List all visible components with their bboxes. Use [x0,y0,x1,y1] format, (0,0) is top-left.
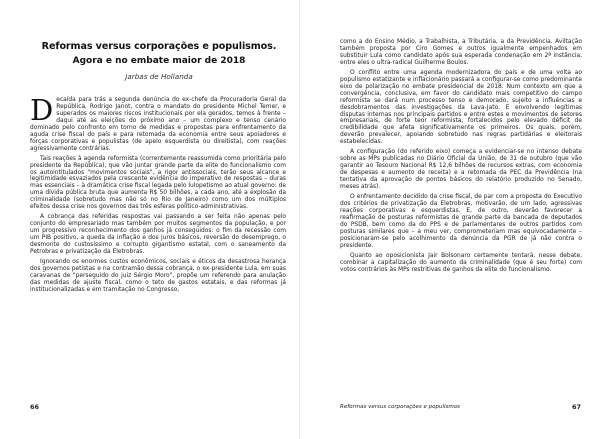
right-page [300,0,600,439]
paragraph-1-text: ecaída para trás a segunda denúncia do ex-chefe da Procuradoria Geral da República, Rodrigo Janot, contra o mandato do presidente Michel Temer, e superados os maiores riscos institucionais por ela gerados, temos à frente – daqui até as eleições do próximo ano – um complexo e tenso cenário dominado pelo confronto em torno de medidas e propostas para enfrentamento da aguda crise fiscal do país e para retomada da economia entre seus apoiadores e forças corporativas e populistas (de apelo esquerdista ou direitista), com reações agressivamente contrárias. [30,97,286,152]
drop-cap: D [30,93,54,127]
paragraph-9: Quanto ao oposicionista Jair Bolsonaro certamente tentará, nesse debate, combinar a capitalização do aumento da criminalidade (que é seu forte) com votos contrários às MPs restritivas de ganhos da elite do funcionalismo. [340,252,582,273]
paragraph-4: Ignorando os enormes custos econômicos, sociais e éticos da desastrosa herança dos governos petistas e na contramão dessa cobrança, o ex-presidente Lula, em suas caravanas de "perseguido do juiz Sérgio Moro", propõe um referendo para anulação das medidas de ajuste fiscal, como o teto de gastos estatais, e das reformas já institucionalizadas e em tramitação no Congresso, [30,258,286,293]
paragraph-2: Tais reações à agenda reformista (correntemente reassumida como prioritária pelo presidente da República), que vão juntar grande parte da elite do funcionalismo com os autointitulados "movimentos sociais", a rigor antissociais, terão seus alcance e legitimidade esvaziados pela crescente evidência do imperativo de respostas – duras mas essenciais – à dramática crise fiscal legada pelo lulopetismo ao atual governo: de uma dívida pública bruta que aumenta R$ 50 bilhões, a cada ano, até a explosão da criminalidade (sobretudo mas não só no Rio de Janeiro) como um dos múltiplos efeitos dessa crise nos governos das três esferas político-administrativas. [30,155,286,211]
page-number-left: 66 [30,403,40,411]
article-header [30,40,288,82]
paragraph-5: como a do Ensino Médio, a Trabalhista, a Tributária, a da Previdência. Aviltação também proposta por Ciro Gomes e outros igualmente empenhados em substituir Lula como candidato após sua esperada condenação em 2ª instância, entre eles o ultra-radical Guilherme Boulos. [340,39,582,66]
right-text-column [340,39,582,277]
left-text-column [30,93,286,297]
paragraph-6: O conflito entre uma agenda modernizadora do país e de uma volta ao populismo estatizante e inflacionário passará a configurar-se como predominante eixo de polarização no embate presidencial de 2018. Num contexto em que a convergência, conclusiva, em favor do candidato mais competitivo do campo reformista se dará num processo tenso e demorado, sujeito a influências e desdobramentos das investigações da Lava-Jato. E envolvendo legítimas disputas internas nos principais partidos e entre estes e movimentos de setores empresariais, de forte teor reformista, fortalecidos pelo elevado déficit de credibilidade que afeta significativamente os primeiros. Os quais, porém, deverão prevalecer, apoiando sobretudo nas regras partidárias e eleitorais estabelecidas. [340,69,582,146]
paragraph-7: A configuração (do referido eixo) começa a evidenciar-se no intenso debate sobre as MPs publicadas no Diário Oficial da União, de 31 de outubro (que vão garantir ao Tesouro Nacional R$ 12,6 bilhões de recursos extras, com economia de despesas e aumento de receita) e a retomada da PEC da Previdência (na tentativa da aprovação de pontos básicos do relatório produzido no Senado, meses atrás). [340,149,582,191]
page-number-right: 67 [572,403,582,411]
paragraph-1 [30,93,286,153]
paragraph-8: O enfrentamento decidido da crise fiscal, de par com a proposta do Executivo dos critérios de privatização da Eletrobras, motivarão, de um lado, agressivas reações corporativas e esquerdistas. E, de outro, deverão favorecer a reafirmação de posturas reformistas de grande parte da bancada de deputados do PSDB, bem como da do PPS e de parlamentares de outros partidos com posturas similares que – a meu ver, comprometeriam mas equivocadamente – posicionaram-se pelo acolhimento da denúncia da PGR de já não contra o presidente. [340,194,582,249]
author-byline: Jarbas de Hollanda [125,72,193,81]
paragraph-3: A cobrança das referidas respostas vai passando a ser feita não apenas pelo conjunto do empresariado mas também por muitos segmentos da população, e por um progressivo reconhecimento dos ganhos já conseguidos: o fim da recessão com um PIB positivo, a queda da inflação e dos juros básicos, reversão do desemprego, o desmonte do custosíssimo e corrupto gigantismo estatal, com o saneamento da Petrobras e privatização da Eletrobras. [30,214,286,256]
article-title: Reformas versus corporações e populismos. [41,41,277,52]
running-head: Reformas versus corporações e populismos [340,404,460,410]
article-subtitle: Agora e no embate maior de 2018 [72,56,246,66]
